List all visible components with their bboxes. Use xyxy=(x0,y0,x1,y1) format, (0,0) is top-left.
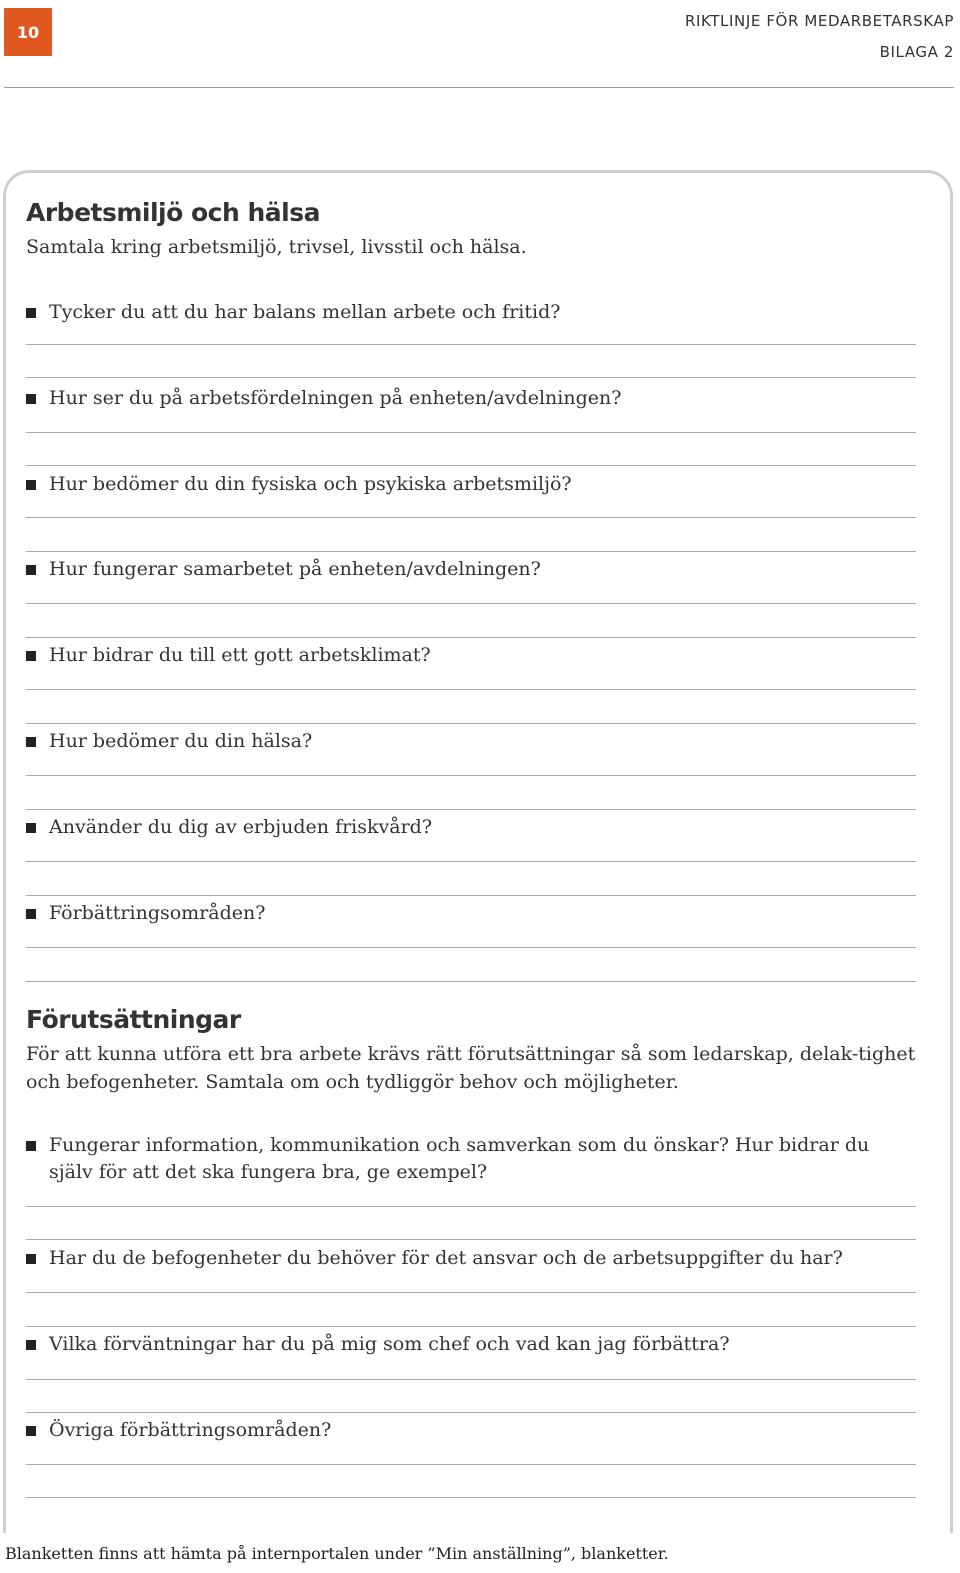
square-bullet-icon xyxy=(26,480,36,490)
answer-line[interactable] xyxy=(26,689,916,690)
question-item xyxy=(26,471,916,498)
question-item xyxy=(26,642,916,669)
appendix-label: BILAGA 2 xyxy=(879,43,954,61)
question-text: Hur bedömer du din hälsa? xyxy=(49,730,313,752)
running-header xyxy=(685,6,954,68)
answer-line[interactable] xyxy=(26,1239,916,1240)
question-text: Använder du dig av erbjuden friskvård? xyxy=(49,816,433,838)
form-frame xyxy=(3,170,953,1533)
answer-line[interactable] xyxy=(26,1292,916,1293)
question-item xyxy=(26,299,916,326)
answer-line[interactable] xyxy=(26,377,916,378)
question-item xyxy=(26,728,916,755)
square-bullet-icon xyxy=(26,1426,36,1436)
section-intro: Samtala kring arbetsmiljö, trivsel, livsstil och hälsa. xyxy=(26,236,527,258)
section-title: Arbetsmiljö och hälsa xyxy=(26,198,320,227)
document-title: RIKTLINJE FÖR MEDARBETARSKAP xyxy=(684,12,954,30)
answer-line[interactable] xyxy=(26,517,916,518)
answer-line[interactable] xyxy=(26,1379,916,1380)
question-item xyxy=(26,385,916,412)
question-item xyxy=(26,900,916,927)
answer-line[interactable] xyxy=(26,1326,916,1327)
section-prerequisites xyxy=(26,1005,916,1096)
section-work-environment xyxy=(26,198,916,261)
answer-line[interactable] xyxy=(26,1464,916,1465)
question-text: Hur bedömer du din fysiska och psykiska arbetsmiljö? xyxy=(49,473,572,495)
square-bullet-icon xyxy=(26,1141,36,1151)
answer-line[interactable] xyxy=(26,637,916,638)
square-bullet-icon xyxy=(26,1340,36,1350)
question-text: Förbättringsområden? xyxy=(49,902,266,924)
section-intro: För att kunna utföra ett bra arbete krävs rätt förutsättningar så som ledarskap, delak-tighet och befogenheter. Samtala om och tydliggör behov och möjligheter. xyxy=(26,1043,916,1093)
answer-line[interactable] xyxy=(26,1206,916,1207)
question-text: Hur fungerar samarbetet på enheten/avdelningen? xyxy=(49,558,541,580)
answer-line[interactable] xyxy=(26,432,916,433)
question-text: Hur bidrar du till ett gott arbetsklimat? xyxy=(49,644,431,666)
section-title: Förutsättningar xyxy=(26,1005,241,1034)
answer-line[interactable] xyxy=(26,603,916,604)
question-item xyxy=(26,1331,916,1358)
question-text: Har du de befogenheter du behöver för det ansvar och de arbetsuppgifter du har? xyxy=(49,1247,843,1269)
header-divider xyxy=(4,87,954,88)
square-bullet-icon xyxy=(26,565,36,575)
question-item xyxy=(26,814,916,841)
question-item xyxy=(26,1132,916,1186)
square-bullet-icon xyxy=(26,1254,36,1264)
answer-line[interactable] xyxy=(26,775,916,776)
answer-line[interactable] xyxy=(26,465,916,466)
question-text: Övriga förbättringsområden? xyxy=(49,1419,332,1441)
question-item xyxy=(26,1417,916,1444)
page-number-badge: 10 xyxy=(4,8,52,56)
answer-line[interactable] xyxy=(26,551,916,552)
answer-line[interactable] xyxy=(26,1497,916,1498)
answer-line[interactable] xyxy=(26,344,916,345)
square-bullet-icon xyxy=(26,823,36,833)
question-text: Hur ser du på arbetsfördelningen på enheten/avdelningen? xyxy=(49,387,622,409)
question-item xyxy=(26,556,916,583)
answer-line[interactable] xyxy=(26,1412,916,1413)
answer-line[interactable] xyxy=(26,981,916,982)
answer-line[interactable] xyxy=(26,861,916,862)
square-bullet-icon xyxy=(26,308,36,318)
question-item xyxy=(26,1245,916,1272)
square-bullet-icon xyxy=(26,394,36,404)
question-text: Fungerar information, kommunikation och samverkan som du önskar? Hur bidrar du själv för att det ska fungera bra, ge exempel? xyxy=(49,1134,870,1183)
square-bullet-icon xyxy=(26,909,36,919)
square-bullet-icon xyxy=(26,651,36,661)
question-text: Vilka förväntningar har du på mig som chef och vad kan jag förbättra? xyxy=(49,1333,730,1355)
answer-line[interactable] xyxy=(26,895,916,896)
answer-line[interactable] xyxy=(26,809,916,810)
square-bullet-icon xyxy=(26,737,36,747)
question-text: Tycker du att du har balans mellan arbete och fritid? xyxy=(49,301,561,323)
answer-line[interactable] xyxy=(26,947,916,948)
answer-line[interactable] xyxy=(26,723,916,724)
footer-note: Blanketten finns att hämta på internportalen under ”Min anställning”, blanketter. xyxy=(5,1544,669,1563)
